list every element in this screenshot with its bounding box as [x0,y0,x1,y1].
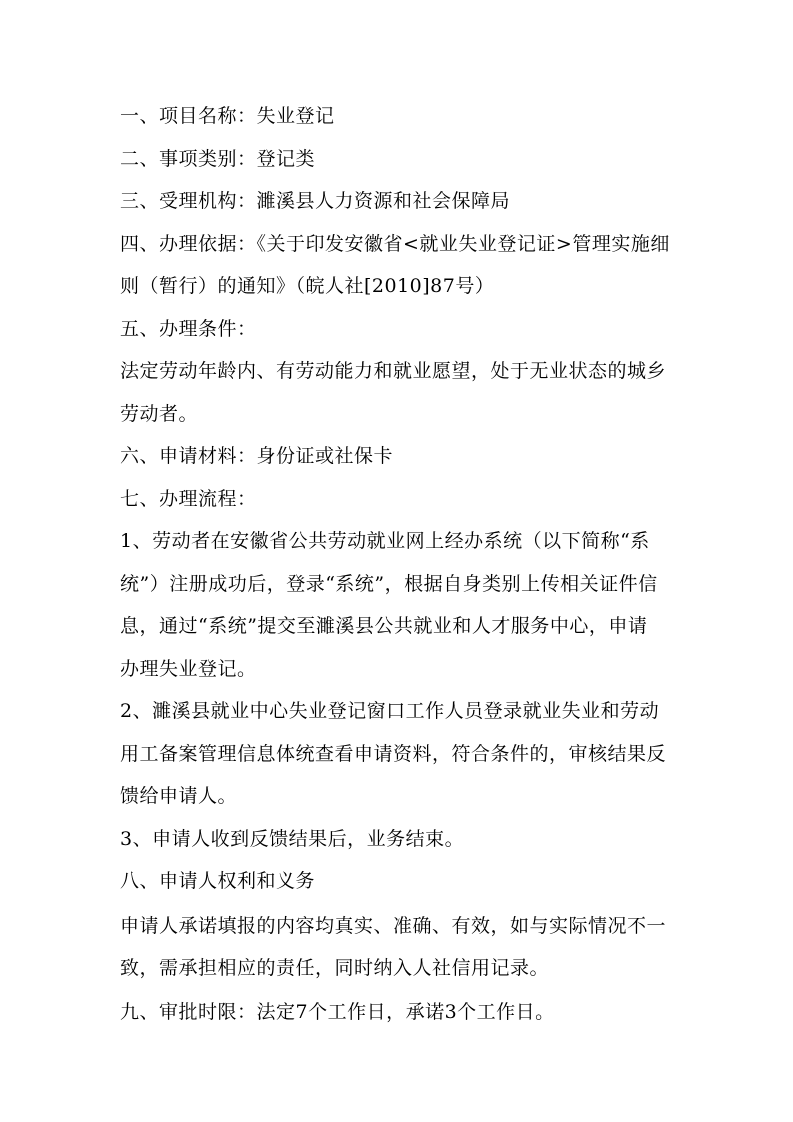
line-basis-1: 四、办理依据：《关于印发安徽省<就业失业登记证>管理实施细 [120,233,670,255]
line-conditions-2: 劳动者。 [120,403,199,425]
line-rights-2: 致，需承担相应的责任，同时纳入人社信用记录。 [120,957,550,979]
line-process-heading: 七、办理流程： [120,488,257,510]
line-accepting-agency: 三、受理机构：濉溪县人力资源和社会保障局 [120,190,511,212]
line-rights-1: 申请人承诺填报的内容均真实、准确、有效，如与实际情况不一 [120,915,667,937]
line-conditions-1: 法定劳动年龄内、有劳动能力和就业愿望，处于无业状态的城乡 [120,360,667,382]
line-time-limit: 九、审批时限：法定7个工作日，承诺3个工作日。 [120,1001,555,1023]
line-process-3: 3、申请人收到反馈结果后，业务结束。 [120,828,465,850]
line-process-1a: 1、劳动者在安徽省公共劳动就业网上经办系统（以下简称“系 [120,530,650,552]
line-process-2b: 用工备案管理信息体统查看申请资料，符合条件的，审核结果反 [120,743,667,765]
line-process-1c: 息，通过“系统”提交至濉溪县公共就业和人才服务中心，申请 [120,615,648,637]
line-rights-heading: 八、申请人权利和义务 [120,870,316,892]
line-process-2c: 馈给申请人。 [120,785,238,807]
line-process-2a: 2、濉溪县就业中心失业登记窗口工作人员登录就业失业和劳动 [120,700,660,722]
line-conditions-heading: 五、办理条件： [120,318,257,340]
line-basis-2: 则（暂行）的通知》（皖人社[2010]87号） [120,275,495,297]
line-process-1b: 统”）注册成功后，登录“系统”，根据自身类别上传相关证件信 [120,573,658,595]
line-project-name: 一、项目名称：失业登记 [120,105,335,127]
line-materials: 六、申请材料：身份证或社保卡 [120,445,394,467]
line-process-1d: 办理失业登记。 [120,658,257,680]
line-item-category: 二、事项类别：登记类 [120,148,316,170]
